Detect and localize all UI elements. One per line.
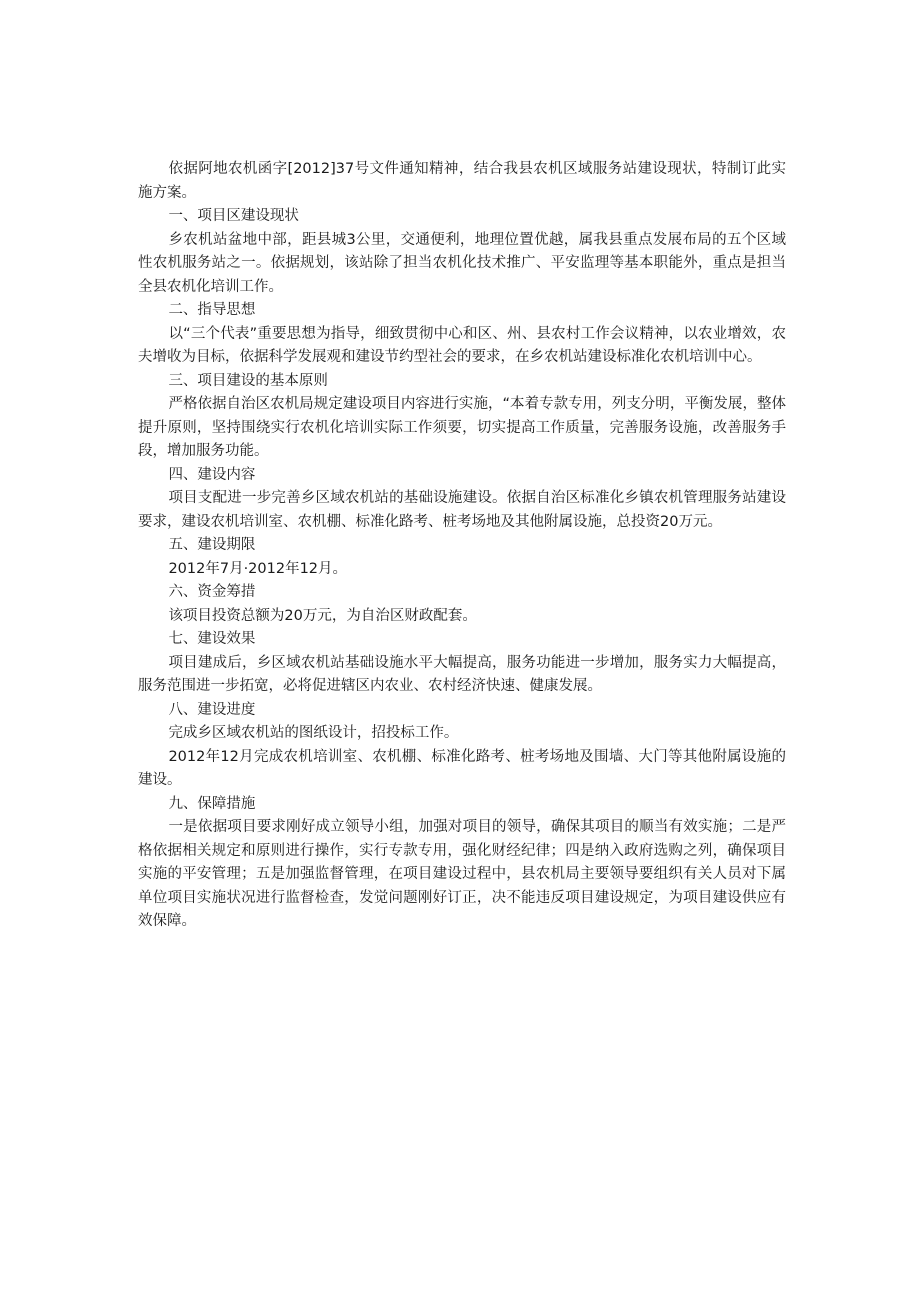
- section-heading-8: 八、建设进度: [168, 701, 256, 718]
- section-heading-4: 四、建设内容: [168, 466, 256, 483]
- section-heading-1: 一、项目区建设现状: [168, 208, 299, 224]
- section-heading-7: 七、建设效果: [168, 631, 256, 647]
- section-heading-3: 三、项目建设的基本原则: [168, 372, 328, 389]
- section-body-8b: 2012年12月完成农机培训室、农机棚、标准化路考、桩考场地及围墙、大门等其他附属设施的建设。: [138, 748, 786, 788]
- section-body-4: 项目支配进一步完善乡区域农机站的基础设施建设。依据自治区标准化乡镇农机管理服务站建设要求，建设农机培训室、农机棚、标准化路考、桩考场地及其他附属设施，总投资20万元。: [138, 490, 786, 530]
- document-body: [138, 158, 786, 934]
- section-body-3: 严格依据自治区农机局规定建设项目内容进行实施，“本着专款专用，列支分明，平衡发展，整体提升原则，坚持围绕实行农机化培训实际工作须要，切实提高工作质量，完善服务设施，改善服务手段，增加服务功能。: [138, 396, 786, 459]
- section-body-5: 2012年7月·2012年12月。: [168, 560, 348, 577]
- section-heading-9: 九、保障措施: [168, 795, 256, 812]
- section-heading-5: 五、建设期限: [168, 537, 256, 553]
- section-body-2: 以“三个代表”重要思想为指导，细致贯彻中心和区、州、县农村工作会议精神，以农业增效，农夫增收为目标，依据科学发展观和建设节约型社会的要求，在乡农机站建设标准化农机培训中心。: [138, 325, 786, 365]
- section-body-1: 乡农机站盆地中部，距县城3公里，交通便利，地理位置优越，属我县重点发展布局的五个区域性农机服务站之一。依据规划，该站除了担当农机化技术推广、平安监理等基本职能外，重点是担当全县农机化培训工作。: [138, 231, 786, 295]
- section-body-6: 该项目投资总额为20万元，为自治区财政配套。: [168, 607, 477, 624]
- section-heading-6: 六、资金筹措: [168, 584, 256, 600]
- section-body-7: 项目建成后，乡区域农机站基础设施水平大幅提高，服务功能进一步增加，服务实力大幅提高，服务范围进一步拓宽，必将促进辖区内农业、农村经济快速、健康发展。: [138, 654, 786, 694]
- section-body-8a: 完成乡区域农机站的图纸设计，招投标工作。: [168, 725, 459, 741]
- section-heading-2: 二、指导思想: [168, 302, 256, 318]
- intro-paragraph: 依据阿地农机函字[2012]37号文件通知精神，结合我县农机区域服务站建设现状，特制订此实施方案。: [138, 161, 786, 201]
- section-body-9: 一是依据项目要求刚好成立领导小组，加强对项目的领导，确保其项目的顺当有效实施；二是严格依据相关规定和原则进行操作，实行专款专用，强化财经纪律；四是纳入政府选购之列，确保项目实施的平安管理；五是加强监督管理，在项目建设过程中，县农机局主要领导要组织有关人员对下属单位项目实施状况进行监督检查，发觉问题刚好订正，决不能违反项目建设规定，为项目建设供应有效保障。: [138, 819, 786, 929]
